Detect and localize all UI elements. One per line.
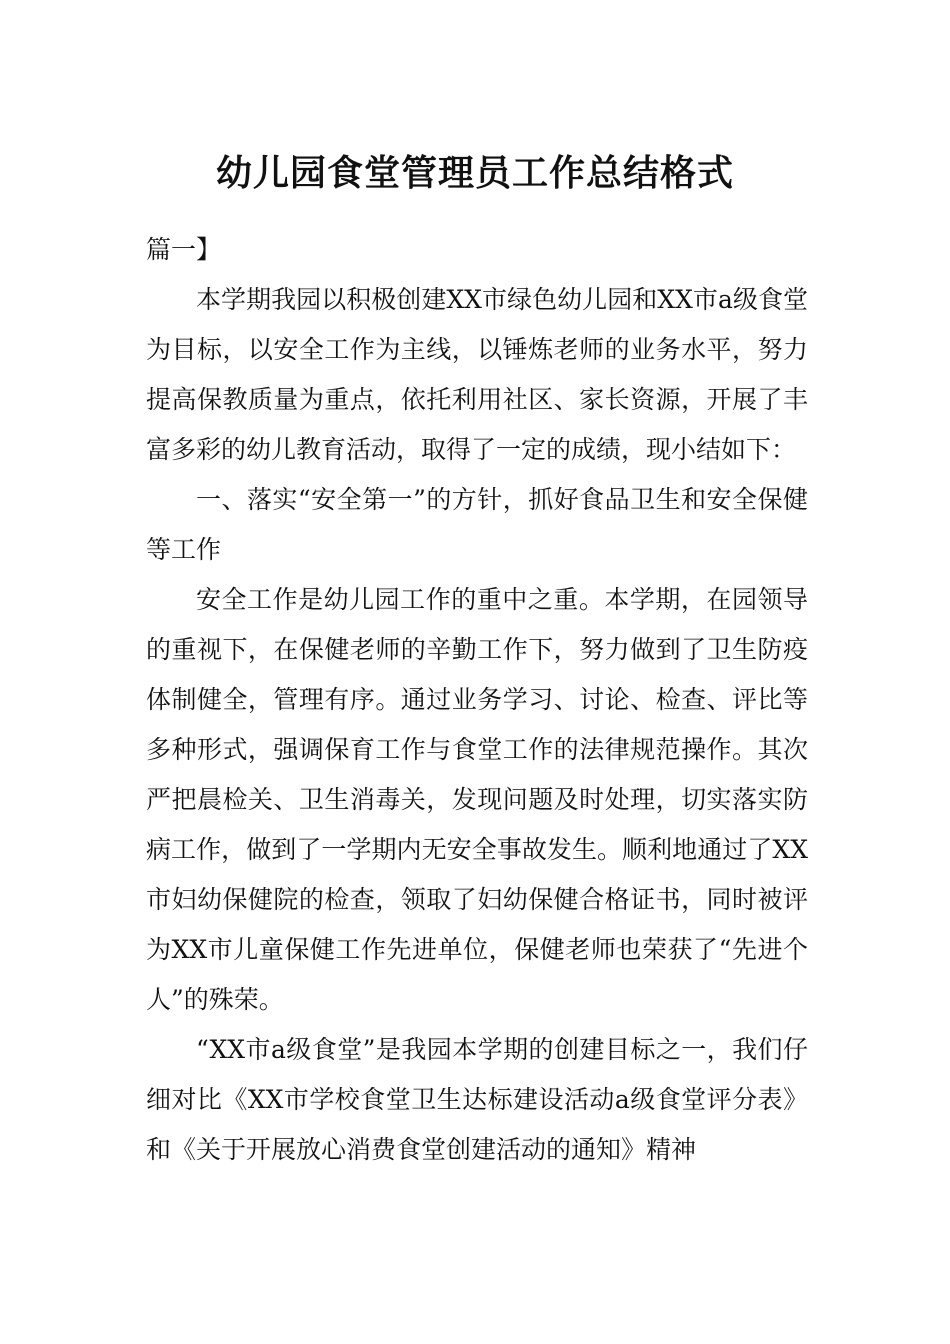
paragraph-canteen: “XX市a级食堂”是我园本学期的创建目标之一，我们仔细对比《XX市学校食堂卫生达标建设活动a级食堂评分表》和《关于开展放心消费食堂创建活动的通知》精神 xyxy=(146,1035,808,1164)
section-heading-1: 一、落实“安全第一”的方针，抓好食品卫生和安全保健等工作 xyxy=(146,485,808,564)
document-title: 幼儿园食堂管理员工作总结格式 xyxy=(215,153,734,195)
document-body xyxy=(146,225,808,1175)
paragraph-intro: 本学期我园以积极创建XX市绿色幼儿园和XX市a级食堂为目标，以安全工作为主线，以锤炼老师的业务水平，努力提高保教质量为重点，依托利用社区、家长资源，开展了丰富多彩的幼儿教育活动，取得了一定的成绩，现小结如下： xyxy=(146,285,808,464)
section-label: 篇一】 xyxy=(146,235,222,264)
paragraph-safety: 安全工作是幼儿园工作的重中之重。本学期，在园领导的重视下，在保健老师的辛勤工作下，努力做到了卫生防疫体制健全，管理有序。通过业务学习、讨论、检查、评比等多种形式，强调保育工作与食堂工作的法律规范操作。其次严把晨检关、卫生消毒关，发现问题及时处理，切实落实防病工作，做到了一学期内无安全事故发生。顺利地通过了XX市妇幼保健院的检查，领取了妇幼保健合格证书，同时被评为XX市儿童保健工作先进单位，保健老师也荣获了“先进个人”的殊荣。 xyxy=(146,585,808,1014)
